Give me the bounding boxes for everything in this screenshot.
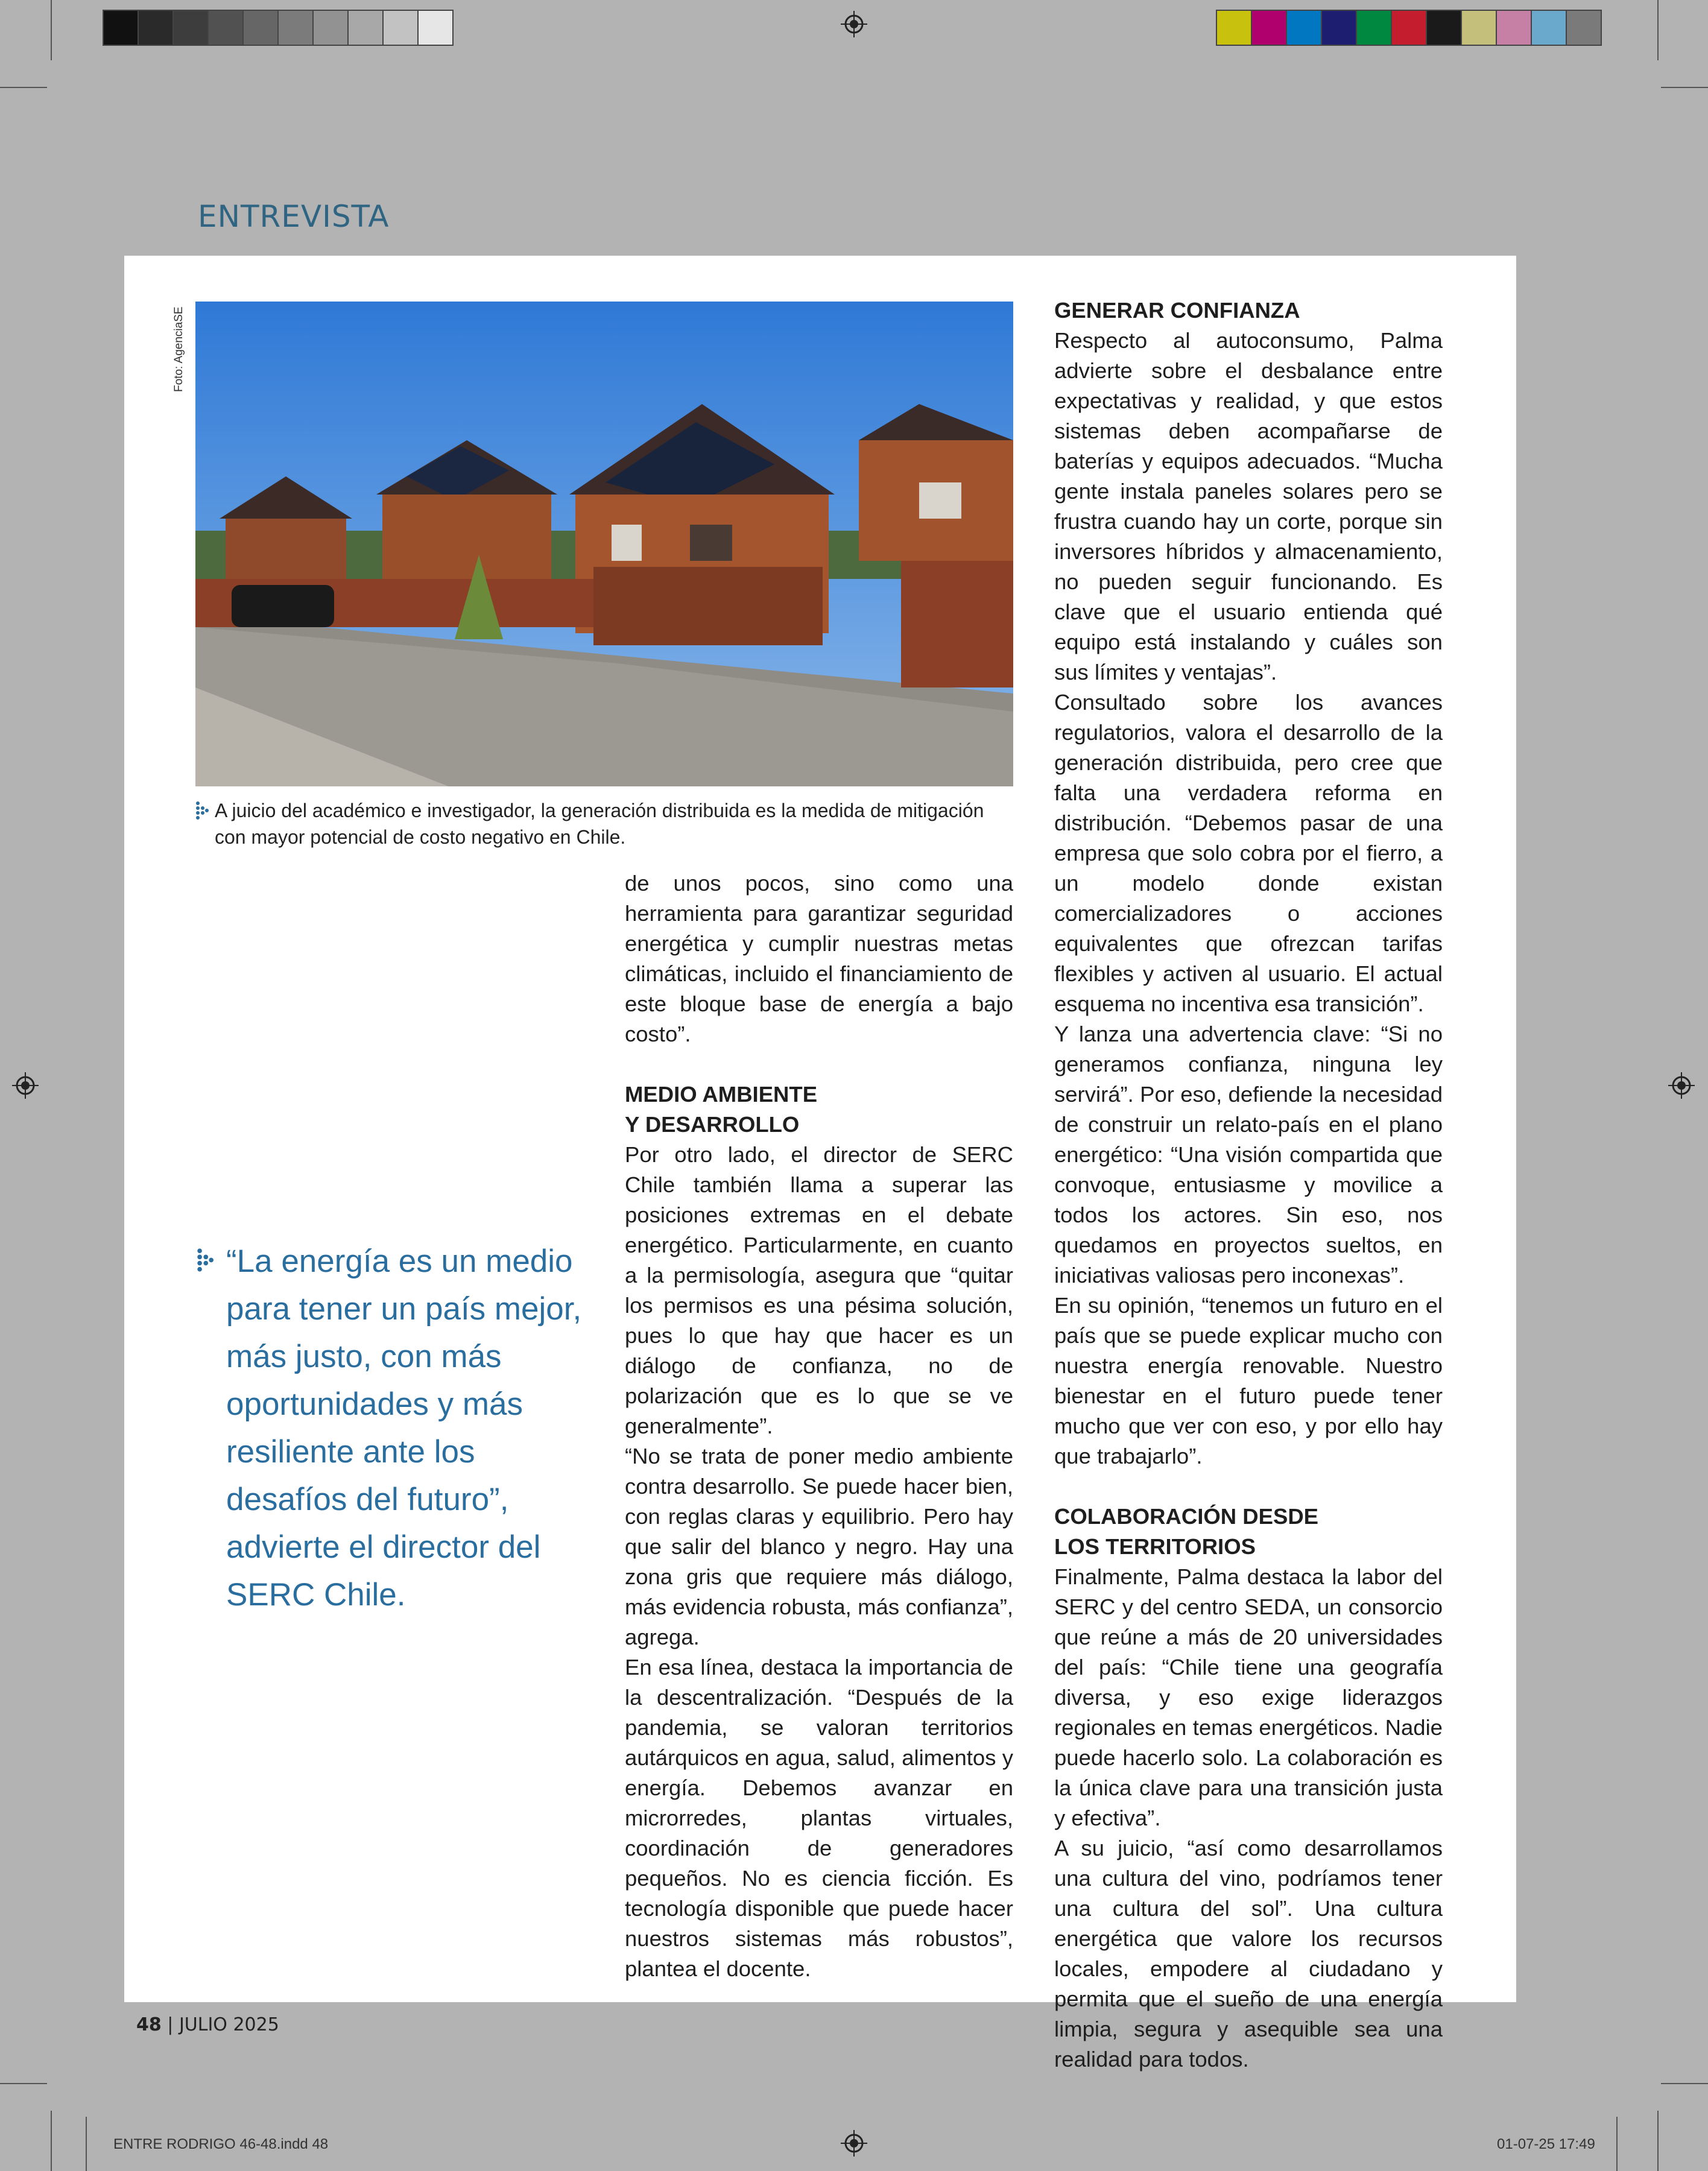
paragraph: de unos pocos, sino como una herramienta para garantizar seguridad energética y cumplir nuestras metas climáticas, incluido el financiamiento de este bloque base de energía a bajo costo”. [625,871,1013,1046]
paragraph: En esa línea, destaca la importancia de la descentralización. “Después de la pandemia, se valoran territorios autárquicos en agua, salud, alimentos y energía. Debemos avanzar en microrredes, plantas virtuales, coordinación de generadores pequeños. No es ciencia ficción. Es tecnología disponible que puede hacer nuestros sistemas más robustos”, plantea el docente. [625,1655,1013,1981]
caption-text: A juicio del académico e investigador, la generación distribuida es la medida de mitigación con mayor potencial de costo negativo en Chile. [215,800,984,848]
registration-mark-icon [841,11,867,37]
calibration-swatch [1567,11,1601,45]
calibration-swatch [349,11,384,45]
article-column-2 [625,868,1013,1984]
page-footer [136,2014,279,2035]
subheading: COLABORACIÓN DESDE [1054,1504,1319,1529]
calibration-swatch [1322,11,1357,45]
calibration-swatch [244,11,279,45]
pull-quote [226,1237,582,1619]
crop-mark [0,87,47,88]
paragraph: Consultado sobre los avances regulatorios, valora el desarrollo de la generación distribuida, pero cree que falta una verdadera reforma en distribución. “Debemos pasar de una empresa que solo cobra por el fierro, a un modelo donde existan comercializadores o acciones equivalentes que ofrezcan tarifas flexibles y activen al usuario. El actual esquema no incentiva esa transición”. [1054,690,1443,1016]
crop-mark [1657,0,1659,60]
crop-mark [1616,2117,1618,2171]
calibration-swatch [1217,11,1252,45]
registration-mark-icon [841,2130,867,2157]
calibration-swatch [419,11,452,45]
issue-date: | JULIO 2025 [167,2014,279,2035]
crop-mark [86,2117,87,2171]
file-slug: ENTRE RODRIGO 46-48.indd 48 [113,2136,329,2152]
calibration-swatch [1427,11,1462,45]
calibration-swatch [1287,11,1322,45]
calibration-swatch [384,11,419,45]
registration-mark-icon [12,1072,39,1099]
paragraph: Respecto al autoconsumo, Palma advierte sobre el desbalance entre expectativas y realidad, y que estos sistemas deben acompañarse de baterías y equipos adecuados. “Mucha gente instala paneles solares pero se frustra cuando hay un corte, porque sin inversores híbridos y almacenamiento, no pueden seguir funcionando. Es clave que el usuario entienda qué equipo está instalando y cuáles son sus límites y ventajas”. [1054,328,1443,684]
photo-credit: Foto: AgenciaSE [172,306,185,392]
calibration-swatch [1532,11,1567,45]
print-timestamp: 01-07-25 17:49 [1497,2136,1595,2152]
calibration-swatch [174,11,209,45]
registration-mark-icon [1668,1072,1695,1099]
paragraph: “No se trata de poner medio ambiente contra desarrollo. Se puede hacer bien, con reglas claras y equilibrio. Pero hay que salir del blanco y negro. Hay una zona gris que requiere más diálogo, más evidencia robusta, más confianza”, agrega. [625,1444,1013,1649]
crop-mark [51,0,52,60]
paragraph: Y lanza una advertencia clave: “Si no generamos confianza, ninguna ley servirá”. Por eso, defiende la necesidad de construir un relato-país en el plano energético: “Una visión compartida que convoque, entusiasme y movilice a todos los actores. Sin eso, nos quedamos en proyectos sueltos, en iniciativas valiosas pero inconexas”. [1054,1022,1443,1288]
subheading: GENERAR CONFIANZA [1054,298,1300,323]
bullet-marker-icon [195,1245,215,1278]
paragraph: Por otro lado, el director de SERC Chile también llama a superar las posiciones extremas en el debate energético. Particularmente, en cuanto a la permisología, asegura que “quitar los permisos es una pésima solución, pues lo que hay que hacer es un diálogo de confianza, no de polarización que es lo que se ve generalmente”. [625,1142,1013,1438]
calibration-swatch [104,11,139,45]
color-calibration-bar [1216,10,1602,46]
calibration-swatch [209,11,244,45]
page-number: 48 [136,2014,162,2035]
paragraph: A su juicio, “así como desarrollamos una cultura del vino, podríamos tener una cultura del sol”. Una cultura energética que valore los recursos locales, empodere al ciudadano y permita que el sueño de una energía limpia, segura y asequible sea una realidad para todos. [1054,1836,1443,2071]
crop-mark [1661,87,1708,88]
calibration-swatch [139,11,174,45]
calibration-swatch [314,11,349,45]
paragraph: Finalmente, Palma destaca la labor del SERC y del centro SEDA, un consorcio que reúne a más de 20 universidades del país: “Chile tiene una geografía diversa, y eso exige liderazgos regionales en temas energéticos. Nadie puede hacerlo solo. La colaboración es la única clave para una transición justa y efectiva”. [1054,1564,1443,1830]
calibration-swatch [1462,11,1497,45]
grayscale-calibration-bar [103,10,454,46]
crop-mark [0,2083,47,2084]
calibration-swatch [1357,11,1392,45]
crop-mark [51,2111,52,2171]
section-label: ENTREVISTA [198,199,390,234]
paragraph: En su opinión, “tenemos un futuro en el país que se puede explicar mucho con nuestra energía renovable. Nuestro bienestar en el futuro puede tener mucho que ver con eso, y por ello hay que trabajarlo”. [1054,1293,1443,1468]
pull-quote-text: “La energía es un medio para tener un país mejor, más justo, con más oportunidades y más resiliente ante los desafíos del futuro”, advierte el director del SERC Chile. [226,1244,582,1613]
photo-caption [215,797,1016,850]
calibration-swatch [279,11,314,45]
calibration-swatch [1392,11,1427,45]
subheading: Y DESARROLLO [625,1112,800,1137]
calibration-swatch [1497,11,1532,45]
houses-solar-panels-photo [195,302,1013,786]
crop-mark [1657,2111,1659,2171]
subheading: MEDIO AMBIENTE [625,1082,818,1107]
subheading: LOS TERRITORIOS [1054,1534,1256,1559]
article-column-3 [1054,295,1443,2075]
calibration-swatch [1252,11,1287,45]
crop-mark [1661,2083,1708,2084]
bullet-marker-icon [195,797,209,824]
